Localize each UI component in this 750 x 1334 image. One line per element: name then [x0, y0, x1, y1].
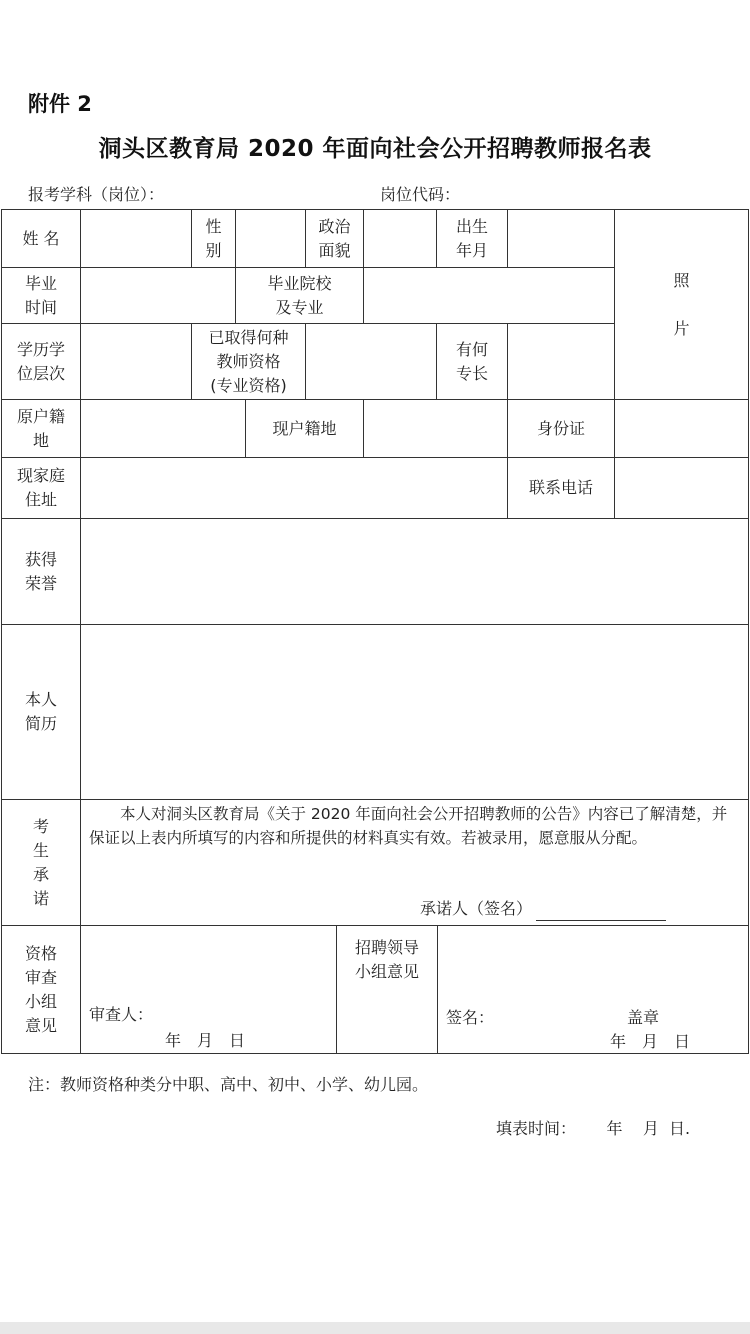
- seal-label: 盖章: [627, 1008, 660, 1027]
- origin-field[interactable]: [81, 400, 246, 458]
- grad-school-field[interactable]: [364, 268, 615, 324]
- resume-label: 本人 简历: [2, 625, 81, 800]
- fill-time: 填表时间： 年 月 日.: [496, 1119, 691, 1138]
- pledge-text: 本人对洞头区教育局《关于 2020 年面向社会公开招聘教师的公告》内容已了解清楚，并保证以上表内所填写的内容和所提供的材料真实有效。若被录用，愿意服从分配。: [89, 805, 728, 847]
- qualification-field[interactable]: [306, 324, 437, 400]
- registration-form: [1, 209, 749, 1054]
- qualification-label: 已取得何种 教师资格 (专业资格): [192, 324, 306, 400]
- current-reg-label: 现户籍地: [246, 400, 364, 458]
- resume-field[interactable]: [81, 625, 748, 800]
- attachment-label: 附件 2: [28, 92, 92, 116]
- birth-field[interactable]: [508, 210, 615, 268]
- political-field[interactable]: [364, 210, 437, 268]
- id-card-field[interactable]: [615, 400, 748, 458]
- subject-label: 报考学科（岗位）：: [28, 185, 165, 204]
- review-date: 年 月 日: [165, 1031, 246, 1050]
- leader-box[interactable]: [438, 926, 748, 1053]
- leader-label: 招聘领导 小组意见: [337, 926, 438, 1053]
- current-reg-field[interactable]: [364, 400, 508, 458]
- pledge-box: [81, 800, 748, 926]
- reviewer-label: 审查人：: [89, 1005, 154, 1024]
- gender-field[interactable]: [236, 210, 306, 268]
- pledge-label: 考 生 承 诺: [2, 800, 81, 926]
- pledge-signature[interactable]: [420, 897, 666, 921]
- honors-label: 获得 荣誉: [2, 519, 81, 625]
- sign-label: 签名：: [446, 1008, 495, 1027]
- degree-label: 学历学 位层次: [2, 324, 81, 400]
- grad-time-label: 毕业 时间: [2, 268, 81, 324]
- name-label: 姓 名: [2, 210, 81, 268]
- review-box[interactable]: [81, 926, 337, 1053]
- leader-date: 年 月 日: [610, 1032, 691, 1051]
- pledge-sign-label: 承诺人（签名）: [419, 899, 532, 918]
- origin-label: 原户籍 地: [2, 400, 81, 458]
- photo-box[interactable]: 照 片: [615, 210, 748, 400]
- degree-field[interactable]: [81, 324, 192, 400]
- grad-school-label: 毕业院校 及专业: [236, 268, 364, 324]
- address-field[interactable]: [81, 458, 508, 519]
- phone-label: 联系电话: [508, 458, 615, 519]
- id-card-label: 身份证: [508, 400, 615, 458]
- qualification-note: 注：教师资格种类分中职、高中、初中、小学、幼儿园。: [28, 1075, 429, 1094]
- political-label: 政治 面貌: [306, 210, 364, 268]
- specialty-label: 有何 专长: [437, 324, 508, 400]
- grad-time-field[interactable]: [81, 268, 236, 324]
- signature-line[interactable]: [536, 902, 666, 921]
- honors-field[interactable]: [81, 519, 748, 625]
- address-label: 现家庭 住址: [2, 458, 81, 519]
- page-title: 洞头区教育局 2020 年面向社会公开招聘教师报名表: [98, 136, 652, 162]
- gender-label: 性 别: [192, 210, 236, 268]
- review-label: 资格 审查 小组 意见: [2, 926, 81, 1053]
- post-code-label: 岗位代码：: [380, 185, 461, 204]
- name-field[interactable]: [81, 210, 192, 268]
- bottom-bar: [0, 1322, 750, 1334]
- specialty-field[interactable]: [508, 324, 615, 400]
- phone-field[interactable]: [615, 458, 748, 519]
- birth-label: 出生 年月: [437, 210, 508, 268]
